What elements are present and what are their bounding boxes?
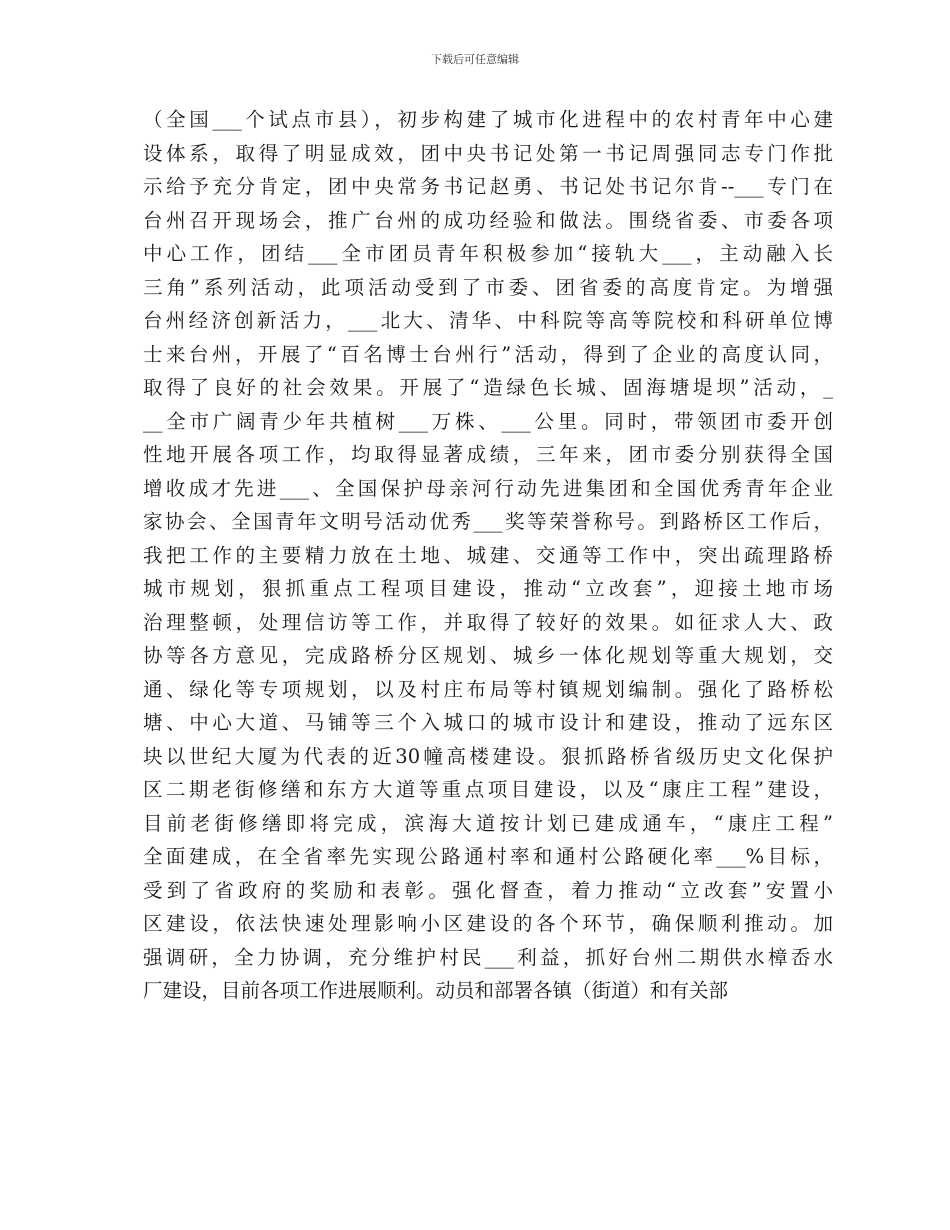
body-paragraph xyxy=(143,103,833,1008)
text-line: 家协会、全国青年文明号活动优秀___奖等荣誉称号。到路桥区工作后， xyxy=(143,510,833,533)
text-line: 我把工作的主要精力放在土地、城建、交通等工作中，突出疏理路桥 xyxy=(143,543,833,567)
text-line: 目前老街修缮即将完成，滨海大道按计划已建成通车，“康庄工程” xyxy=(143,811,833,835)
text-line: 台州经济创新活力，___北大、清华、中科院等高等院校和科研单位博 xyxy=(143,309,833,332)
text-line: 增收成才先进___、全国保护母亲河行动先进集团和全国优秀青年企业 xyxy=(143,476,833,500)
text-line: 中心工作，团结___全市团员青年积极参加“接轨大___，主动融入长 xyxy=(143,242,833,265)
text-line: 三角”系列活动，此项活动受到了市委、团省委的高度肯定。为增强 xyxy=(143,275,833,299)
text-line: 示给予充分肯定，团中央常务书记赵勇、书记处书记尔肯--___专门在 xyxy=(143,175,833,198)
text-line: 士来台州，开展了“百名博士台州行”活动，得到了企业的高度认同， xyxy=(143,342,833,366)
text-line: 城市规划，狠抓重点工程项目建设，推动“立改套”，迎接土地市场 xyxy=(143,577,833,600)
text-line: 设体系，取得了明显成效，团中央书记处第一书记周强同志专门作批 xyxy=(143,141,833,165)
text-line: 台州召开现场会，推广台州的成功经验和做法。围绕省委、市委各项 xyxy=(143,208,833,232)
text-line: 塘、中心大道、马铺等三个入城口的城市设计和建设，推动了远东区 xyxy=(143,711,833,734)
text-line: 强调研，全力协调，充分维护村民___利益，抓好台州二期供水樟岙水 xyxy=(143,945,833,969)
text-line: 取得了良好的社会效果。开展了“造绿色长城、固海塘堤坝”活动，_ xyxy=(143,376,833,399)
text-line: 厂建设，目前各项工作进展顺利。动员和部署各镇（街道）和有关部 xyxy=(143,979,729,1002)
text-line: 治理整顿，处理信访等工作，并取得了较好的效果。如征求人大、政 xyxy=(143,610,833,634)
text-line: 区二期老街修缮和东方大道等重点项目建设，以及“康庄工程”建设， xyxy=(143,778,833,801)
text-line: 性地开展各项工作，均取得显著成绩，三年来，团市委分别获得全国 xyxy=(143,443,833,466)
text-line: 全面建成，在全省率先实现公路通村率和通村公路硬化率___%目标， xyxy=(143,845,833,868)
text-line: 通、绿化等专项规划，以及村庄布局等村镇规划编制。强化了路桥松 xyxy=(143,677,833,701)
text-line: （全国___个试点市县），初步构建了城市化进程中的农村青年中心建 xyxy=(143,108,833,131)
text-line: 区建设，依法快速处理影响小区建设的各个环节，确保顺利推动。加 xyxy=(143,912,833,935)
text-line: 受到了省政府的奖励和表彰。强化督查，着力推动“立改套”安置小 xyxy=(143,878,833,902)
page-header: 下载后可任意编辑 xyxy=(431,53,519,66)
text-line: 协等各方意见，完成路桥分区规划、城乡一体化规划等重大规划，交 xyxy=(143,644,833,667)
text-line: __全市广阔青少年共植树___万株、___公里。同时，带领团市委开创 xyxy=(143,409,833,433)
text-line: 块以世纪大厦为代表的近30幢高楼建设。狠抓路桥省级历史文化保护 xyxy=(143,744,833,768)
